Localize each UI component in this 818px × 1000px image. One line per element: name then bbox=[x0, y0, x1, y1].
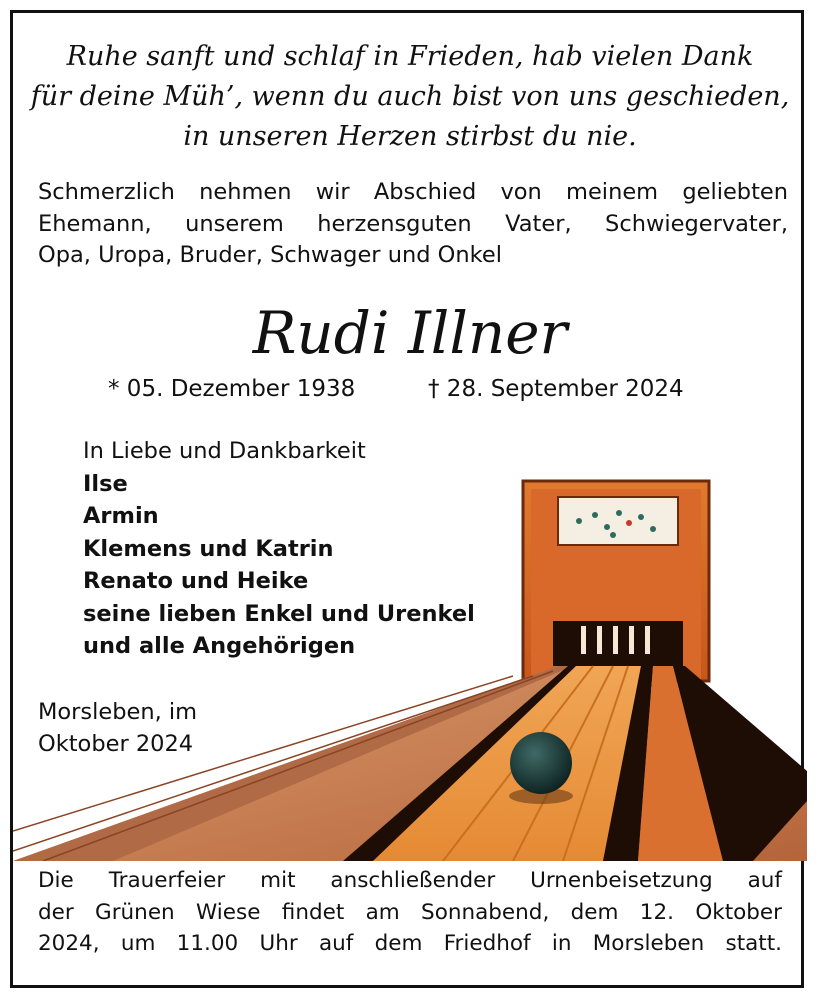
funeral-notice bbox=[38, 865, 782, 960]
funeral-line: 2024, um 11.00 Uhr auf dem Friedhof in Morsleben statt. bbox=[38, 931, 782, 956]
deceased-name: Rudi Illner bbox=[252, 299, 568, 367]
funeral-line: Die Trauerfeier mit anschließender Urnenbeisetzung auf bbox=[38, 868, 782, 893]
place-line: Morsleben, im bbox=[38, 699, 198, 725]
mourner-name: Armin bbox=[83, 503, 159, 529]
funeral-line: der Grünen Wiese findet am Sonnabend, dem 12. Oktober bbox=[38, 899, 782, 925]
mourner-name: seine lieben Enkel und Urenkel bbox=[83, 600, 475, 627]
verse-line: in unseren Herzen stirbst du nie. bbox=[183, 121, 637, 152]
obituary-frame bbox=[10, 10, 804, 988]
mourner-name: Ilse bbox=[83, 470, 128, 497]
mourner-name: Klemens und Katrin bbox=[83, 535, 334, 562]
mourners-list bbox=[83, 435, 475, 663]
farewell-line: Schmerzlich nehmen wir Abschied von meinem geliebten bbox=[38, 179, 788, 205]
mourners-lead: In Liebe und Dankbarkeit bbox=[83, 438, 366, 464]
verse-line: für deine Müh’, wenn du auch bist von uns geschieden, bbox=[30, 81, 790, 112]
place-and-date bbox=[38, 697, 197, 760]
birth-date: * 05. Dezember 1938 bbox=[108, 376, 356, 402]
farewell-line: Opa, Uropa, Bruder, Schwager und Onkel bbox=[38, 242, 502, 268]
mourner-name: und alle Angehörigen bbox=[83, 633, 356, 659]
memorial-verse bbox=[13, 37, 807, 157]
farewell-text bbox=[38, 177, 788, 272]
death-date: † 28. September 2024 bbox=[428, 376, 684, 402]
farewell-line: Ehemann, unserem herzensguten Vater, Schwiegervater, bbox=[38, 210, 788, 237]
verse-line: Ruhe sanft und schlaf in Frieden, hab vielen Dank bbox=[66, 41, 754, 72]
mourner-name: Renato und Heike bbox=[83, 568, 309, 594]
date-line: Oktober 2024 bbox=[38, 730, 194, 757]
